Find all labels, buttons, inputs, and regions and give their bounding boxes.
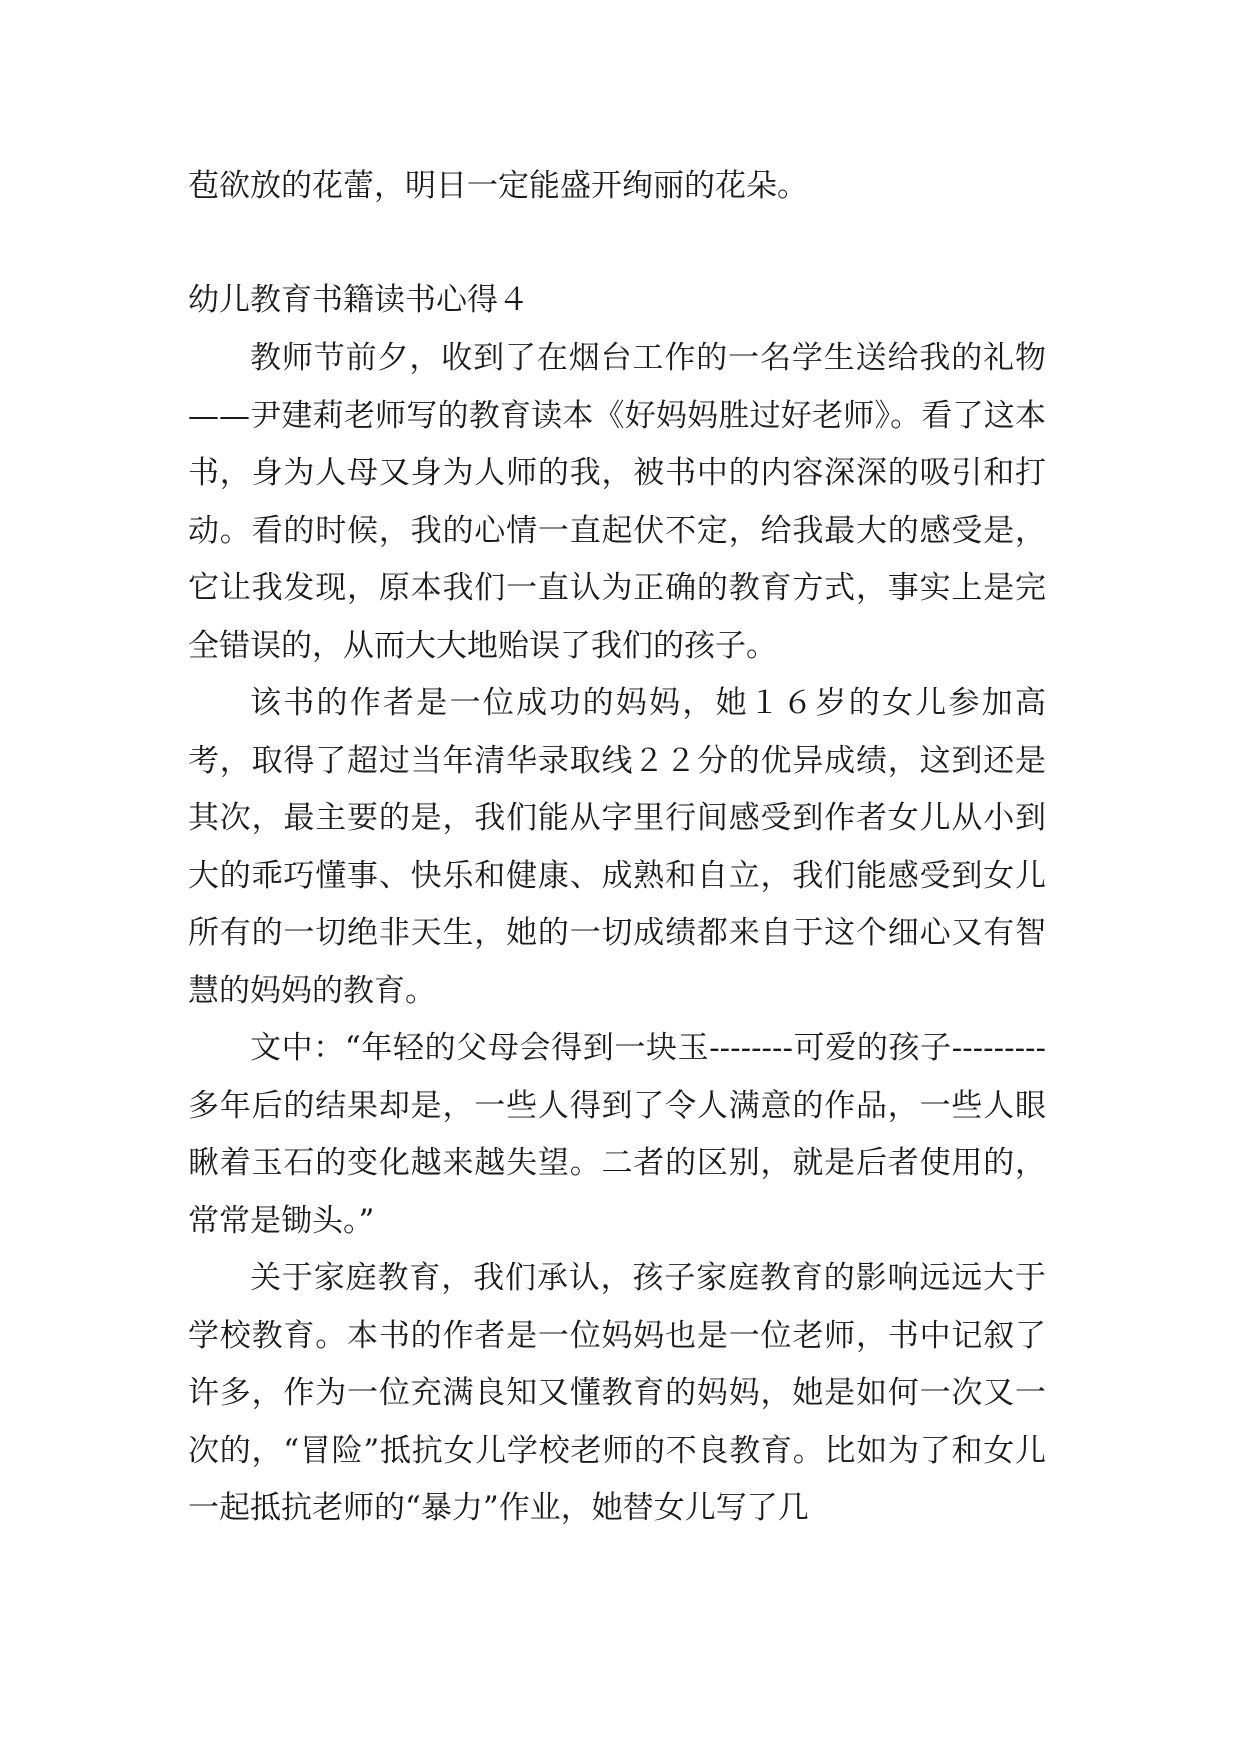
paragraph: 文中：“年轻的父母会得到一块玉--------可爱的孩子---------多年后的结果却是，一些人得到了令人满意的作品，一些人眼瞅着玉石的变化越来越失望。二者的区别，就是后者使用的，常常是锄头。” xyxy=(188,1030,1046,1239)
body-text xyxy=(188,330,1046,1538)
section-heading: 幼儿教育书籍读书心得４ xyxy=(188,282,529,318)
paragraph: 教师节前夕，收到了在烟台工作的一名学生送给我的礼物——尹建莉老师写的教育读本《好妈妈胜过好老师》。看了这本书，身为人母又身为人师的我，被书中的内容深深的吸引和打动。看的时候，我的心情一直起伏不定，给我最大的感受是，它让我发现，原本我们一直认为正确的教育方式，事实上是完全错误的，从而大大地贻误了我们的孩子。 xyxy=(188,340,1046,664)
paragraph: 该书的作者是一位成功的妈妈，她１６岁的女儿参加高考，取得了超过当年清华录取线２２分的优异成绩，这到还是其次，最主要的是，我们能从字里行间感受到作者女儿从小到大的乖巧懂事、快乐和健康、成熟和自立，我们能感受到女儿所有的一切绝非天生，她的一切成绩都来自于这个细心又有智慧的妈妈的教育。 xyxy=(188,685,1046,1009)
continuation-text: 苞欲放的花蕾，明日一定能盛开绚丽的花朵。 xyxy=(188,168,808,204)
paragraph: 关于家庭教育，我们承认，孩子家庭教育的影响远远大于学校教育。本书的作者是一位妈妈也是一位老师，书中记叙了许多，作为一位充满良知又懂教育的妈妈，她是如何一次又一次的，“冒险”抵抗女儿学校老师的不良教育。比如为了和女儿一起抵抗老师的“暴力”作业，她替女儿写了几 xyxy=(188,1260,1046,1526)
